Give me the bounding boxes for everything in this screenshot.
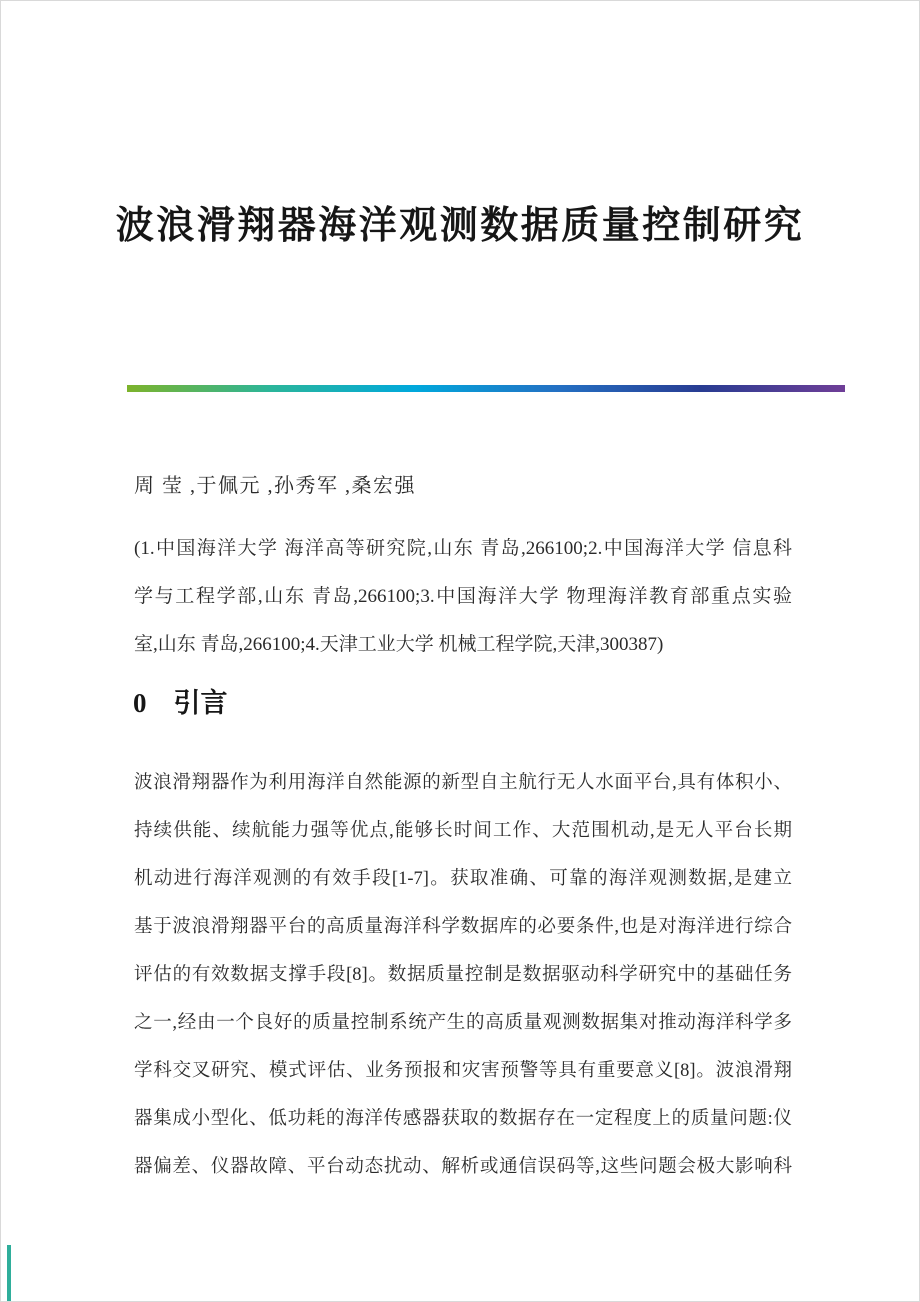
affiliation-line: 学与工程学部,山东 青岛,266100;3.中国海洋大学 物理海洋教育部重点实验	[134, 586, 792, 607]
page-edge-accent	[7, 1245, 11, 1301]
gradient-divider	[127, 385, 845, 392]
intro-line: 波浪滑翔器作为利用海洋自然能源的新型自主航行无人水面平台,具有体积小、	[134, 773, 792, 793]
affiliation-line: 室,山东 青岛,266100;4.天津工业大学 机械工程学院,天津,300387)	[134, 634, 664, 655]
intro-line: 之一,经由一个良好的质量控制系统产生的高质量观测数据集对推动海洋科学多	[134, 1013, 792, 1033]
paper-title: 波浪滑翔器海洋观测数据质量控制研究	[115, 205, 805, 247]
intro-paragraph	[134, 759, 792, 1191]
intro-line: 学科交叉研究、模式评估、业务预报和灾害预警等具有重要意义[8]。波浪滑翔	[134, 1061, 792, 1081]
intro-line: 机动进行海洋观测的有效手段[1-7]。获取准确、可靠的海洋观测数据,是建立	[134, 869, 792, 889]
authors-line: 周 莹 ,于佩元 ,孙秀军 ,桑宏强	[134, 475, 416, 497]
intro-line: 器集成小型化、低功耗的海洋传感器获取的数据存在一定程度上的质量问题:仪	[134, 1109, 792, 1129]
affiliation-line: (1.中国海洋大学 海洋高等研究院,山东 青岛,266100;2.中国海洋大学 信息科	[134, 538, 792, 559]
intro-line: 持续供能、续航能力强等优点,能够长时间工作、大范围机动,是无人平台长期	[134, 821, 792, 841]
affiliation-block	[134, 525, 792, 669]
intro-line: 基于波浪滑翔器平台的高质量海洋科学数据库的必要条件,也是对海洋进行综合	[134, 917, 792, 937]
intro-line: 器偏差、仪器故障、平台动态扰动、解析或通信误码等,这些问题会极大影响科	[134, 1157, 792, 1177]
section-heading: 0 引言	[133, 688, 228, 718]
intro-line: 评估的有效数据支撑手段[8]。数据质量控制是数据驱动科学研究中的基础任务	[134, 965, 792, 985]
